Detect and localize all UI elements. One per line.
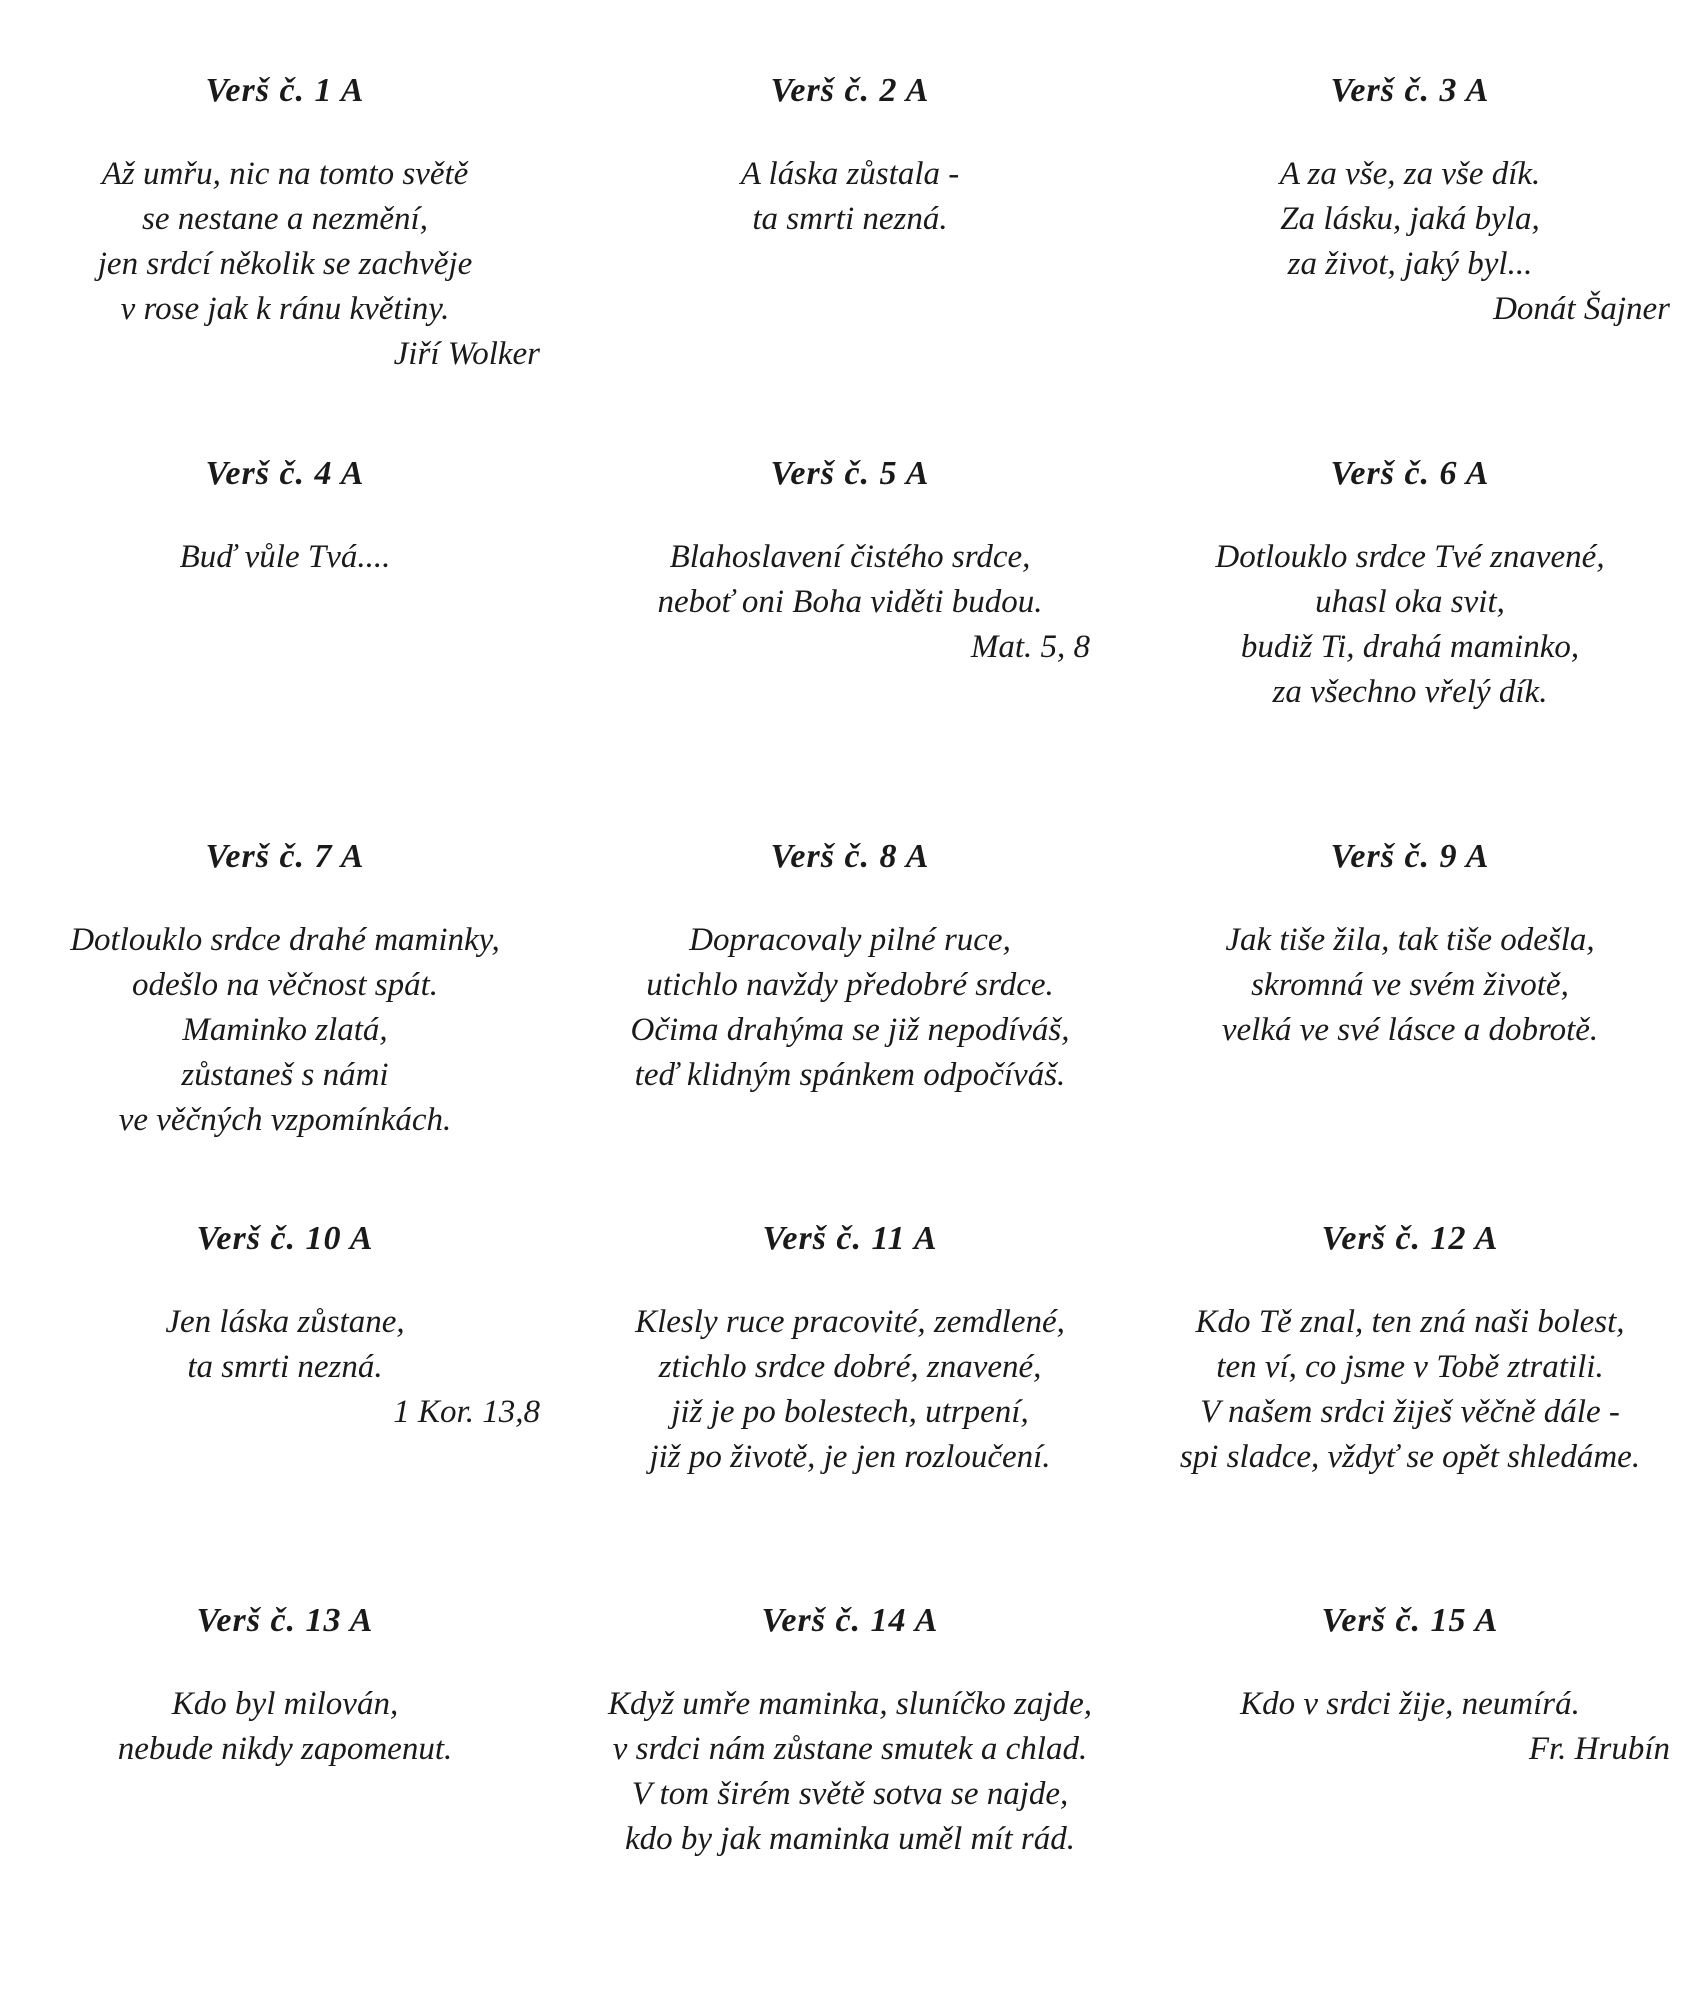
verse-line: se nestane a nezmění, <box>142 201 428 237</box>
verse-line: za všechno vřelý dík. <box>1272 674 1548 710</box>
verse-body <box>30 918 540 1143</box>
verse-body <box>580 1682 1120 1862</box>
verse-title: Verš č. 10 A <box>196 1220 374 1257</box>
verse-title: Verš č. 9 A <box>1330 838 1490 875</box>
verse-body <box>1150 918 1670 1053</box>
verse-line: Když umře maminka, sluníčko zajde, <box>608 1686 1092 1722</box>
verse-body <box>30 152 540 377</box>
verse-line: za život, jaký byl... <box>1287 246 1533 282</box>
verse-line: Až umřu, nic na tomto světě <box>101 156 469 192</box>
verse-author: Mat. 5, 8 <box>970 629 1090 665</box>
verse-body <box>580 535 1120 670</box>
verse-line: Maminko zlatá, <box>182 1012 388 1048</box>
verse-line: A láska zůstala - <box>740 156 960 192</box>
verse-title: Verš č. 5 A <box>770 455 930 492</box>
verse-line: ten ví, co jsme v Tobě ztratili. <box>1216 1349 1604 1385</box>
verse-line: odešlo na věčnost spát. <box>131 967 439 1003</box>
verse-line: v srdci nám zůstane smutek a chlad. <box>612 1731 1088 1767</box>
verse-line: Za lásku, jaká byla, <box>1280 201 1540 237</box>
verse-line: již po životě, je jen rozloučení. <box>649 1439 1051 1475</box>
verse-line: zůstaneš s námi <box>181 1057 389 1093</box>
verse-line: ve věčných vzpomínkách. <box>118 1102 452 1138</box>
verse-title: Verš č. 11 A <box>762 1220 938 1257</box>
verse-author: Donát Šajner <box>1493 291 1670 327</box>
verse-line: nebude nikdy zapomenut. <box>117 1731 453 1767</box>
verse-line: Jen láska zůstane, <box>165 1304 405 1340</box>
verse-body <box>30 1682 540 1772</box>
verse-line: spi sladce, vždyť se opět shledáme. <box>1179 1439 1641 1475</box>
verse-title: Verš č. 12 A <box>1321 1220 1499 1257</box>
verse-line: Buď vůle Tvá.... <box>179 539 391 575</box>
verse-title: Verš č. 2 A <box>770 72 930 109</box>
verse-line: V tom širém světě sotva se najde, <box>631 1776 1069 1812</box>
verse-title: Verš č. 3 A <box>1330 72 1490 109</box>
verse-line: Klesly ruce pracovité, zemdlené, <box>635 1304 1065 1340</box>
verse-title: Verš č. 1 A <box>205 72 365 109</box>
verse-body <box>1150 1682 1670 1772</box>
verse-line: Dotlouklo srdce Tvé znavené, <box>1215 539 1605 575</box>
verse-line: Jak tiše žila, tak tiše odešla, <box>1225 922 1595 958</box>
verse-line: skromná ve svém životě, <box>1251 967 1569 1003</box>
verse-line: jen srdcí několik se zachvěje <box>97 246 473 282</box>
verse-line: Dotlouklo srdce drahé maminky, <box>70 922 500 958</box>
verse-body <box>1150 535 1670 715</box>
verse-title: Verš č. 6 A <box>1330 455 1490 492</box>
verse-title: Verš č. 13 A <box>196 1602 374 1639</box>
verse-body <box>580 918 1120 1098</box>
verse-title: Verš č. 14 A <box>761 1602 939 1639</box>
verse-line: teď klidným spánkem odpočíváš. <box>634 1057 1066 1093</box>
verse-line: ta smrti nezná. <box>187 1349 383 1385</box>
verse-line: Kdo v srdci žije, neumírá. <box>1240 1686 1580 1722</box>
verse-line: utichlo navždy předobré srdce. <box>646 967 1054 1003</box>
verse-line: Kdo Tě znal, ten zná naši bolest, <box>1195 1304 1625 1340</box>
verse-line: velká ve své lásce a dobrotě. <box>1221 1012 1599 1048</box>
verse-line: ta smrti nezná. <box>752 201 948 237</box>
verse-line: kdo by jak maminka uměl mít rád. <box>625 1821 1075 1857</box>
verse-body <box>30 535 540 580</box>
verse-line: Dopracovaly pilné ruce, <box>689 922 1011 958</box>
verse-body <box>580 1300 1120 1480</box>
verse-author: Fr. Hrubín <box>1528 1731 1670 1767</box>
verse-line: v rose jak k ránu květiny. <box>120 291 450 327</box>
verse-author: 1 Kor. 13,8 <box>393 1394 540 1430</box>
verse-body <box>1150 152 1670 332</box>
verse-line: Očima drahýma se již nepodíváš, <box>630 1012 1070 1048</box>
verse-line: Kdo byl milován, <box>171 1686 399 1722</box>
verse-line: ztichlo srdce dobré, znavené, <box>658 1349 1042 1385</box>
verse-line: V našem srdci žiješ věčně dále - <box>1200 1394 1620 1430</box>
verse-body <box>1150 1300 1670 1480</box>
verse-line: již je po bolestech, utrpení, <box>671 1394 1029 1430</box>
verse-line: uhasl oka svit, <box>1315 584 1505 620</box>
verse-body <box>30 1300 540 1435</box>
verse-body <box>580 152 1120 242</box>
verse-line: Blahoslavení čistého srdce, <box>669 539 1031 575</box>
verse-title: Verš č. 7 A <box>205 838 365 875</box>
verse-line: A za vše, za vše dík. <box>1279 156 1541 192</box>
verse-title: Verš č. 4 A <box>205 455 365 492</box>
verse-line: budiž Ti, drahá maminko, <box>1240 629 1580 665</box>
verse-author: Jiří Wolker <box>393 336 540 372</box>
verse-title: Verš č. 8 A <box>770 838 930 875</box>
verse-title: Verš č. 15 A <box>1321 1602 1499 1639</box>
verse-line: neboť oni Boha viděti budou. <box>657 584 1043 620</box>
